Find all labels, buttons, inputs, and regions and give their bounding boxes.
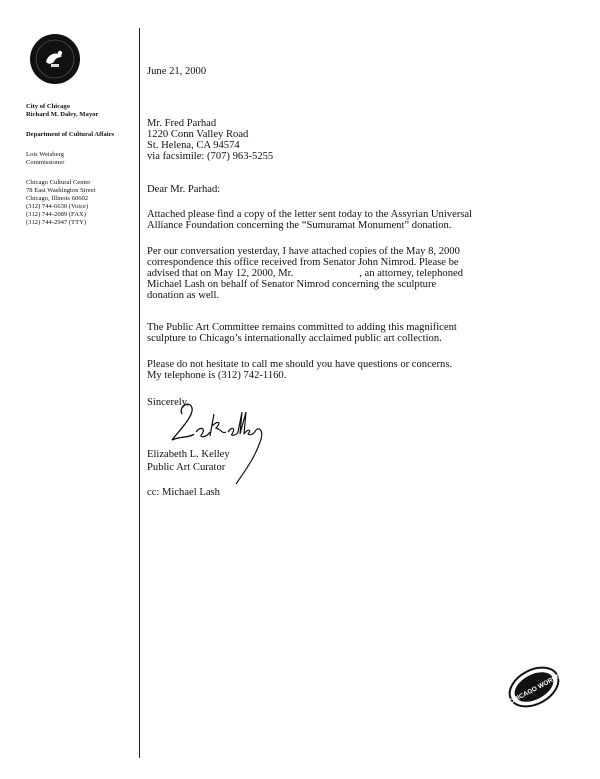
- signer-title: Public Art Curator: [147, 461, 226, 473]
- recipient-line: 1220 Conn Valley Road: [147, 129, 249, 140]
- paragraph-line: Alliance Foundation concerning the “Sumuramat Monument” donation.: [147, 220, 452, 231]
- salutation: Dear Mr. Parhad:: [147, 184, 221, 195]
- recipient-fax: via facsimile: (707) 963-5255: [147, 151, 274, 162]
- department-name: Department of Cultural Affairs: [26, 131, 115, 138]
- paragraph-3: [147, 322, 567, 344]
- paragraph-line-end: , an attorney, telephoned: [359, 268, 463, 279]
- paragraph-line: Please do not hesitate to call me should you have questions or concerns.: [147, 359, 453, 370]
- recipient-address: [147, 118, 273, 162]
- cc-line: cc: Michael Lash: [147, 487, 220, 498]
- chicago-works-stamp: [504, 664, 564, 710]
- address-line: Chicago, Illinois 60602: [26, 195, 89, 202]
- mayor-name: Richard M. Daley, Mayor: [26, 111, 99, 118]
- paragraph-line: sculpture to Chicago’s internationally acclaimed public art collection.: [147, 333, 442, 344]
- signer-name: Elizabeth L. Kelley: [147, 449, 230, 460]
- recipient-line: Mr. Fred Parhad: [147, 118, 217, 129]
- commissioner-name: Lois Weisberg: [26, 151, 64, 158]
- letter-date: June 21, 2000: [147, 66, 207, 77]
- letterhead-sidebar: [26, 103, 138, 227]
- paragraph-line: Michael Lash on behalf of Senator Nimrod concerning the sculpture: [147, 279, 437, 290]
- address-line: Chicago Cultural Center: [26, 179, 91, 186]
- org-name: City of Chicago: [26, 103, 70, 110]
- paragraph-line: The Public Art Committee remains committed to adding this magnificent: [147, 322, 457, 333]
- paragraph-line: correspondence this office received from Senator John Nimrod. Please be: [147, 257, 459, 268]
- paragraph-line-start: advised that on May 12, 2000, Mr.: [147, 268, 294, 279]
- paragraph-line: Attached please find a copy of the letter sent today to the Assyrian Universal: [147, 209, 473, 220]
- signature-block: [147, 449, 230, 474]
- address-line: 78 East Washington Street: [26, 187, 96, 194]
- commissioner-title: Commissioner: [26, 159, 65, 166]
- paragraph-line: Per our conversation yesterday, I have attached copies of the May 8, 2000: [147, 246, 460, 257]
- paragraph-4: [147, 359, 567, 381]
- vertical-divider: [139, 28, 140, 758]
- recipient-line: St. Helena, CA 94574: [147, 140, 240, 151]
- paragraph-line: My telephone is (312) 742-1160.: [147, 370, 287, 381]
- phone-tty: (312) 744-2947 (TTY): [26, 219, 87, 226]
- paragraph-line: [147, 268, 567, 279]
- phone-fax: (312) 744-2089 (FAX): [26, 211, 86, 218]
- city-seal-logo: [30, 34, 80, 84]
- stamp-text: CHICAGO WORKS: [508, 672, 563, 706]
- paragraph-1: [147, 209, 567, 231]
- paragraph-2: [147, 246, 567, 301]
- phone-voice: (312) 744-6630 (Voice): [26, 203, 89, 210]
- closing: Sincerely,: [147, 397, 189, 408]
- paragraph-line: donation as well.: [147, 290, 220, 301]
